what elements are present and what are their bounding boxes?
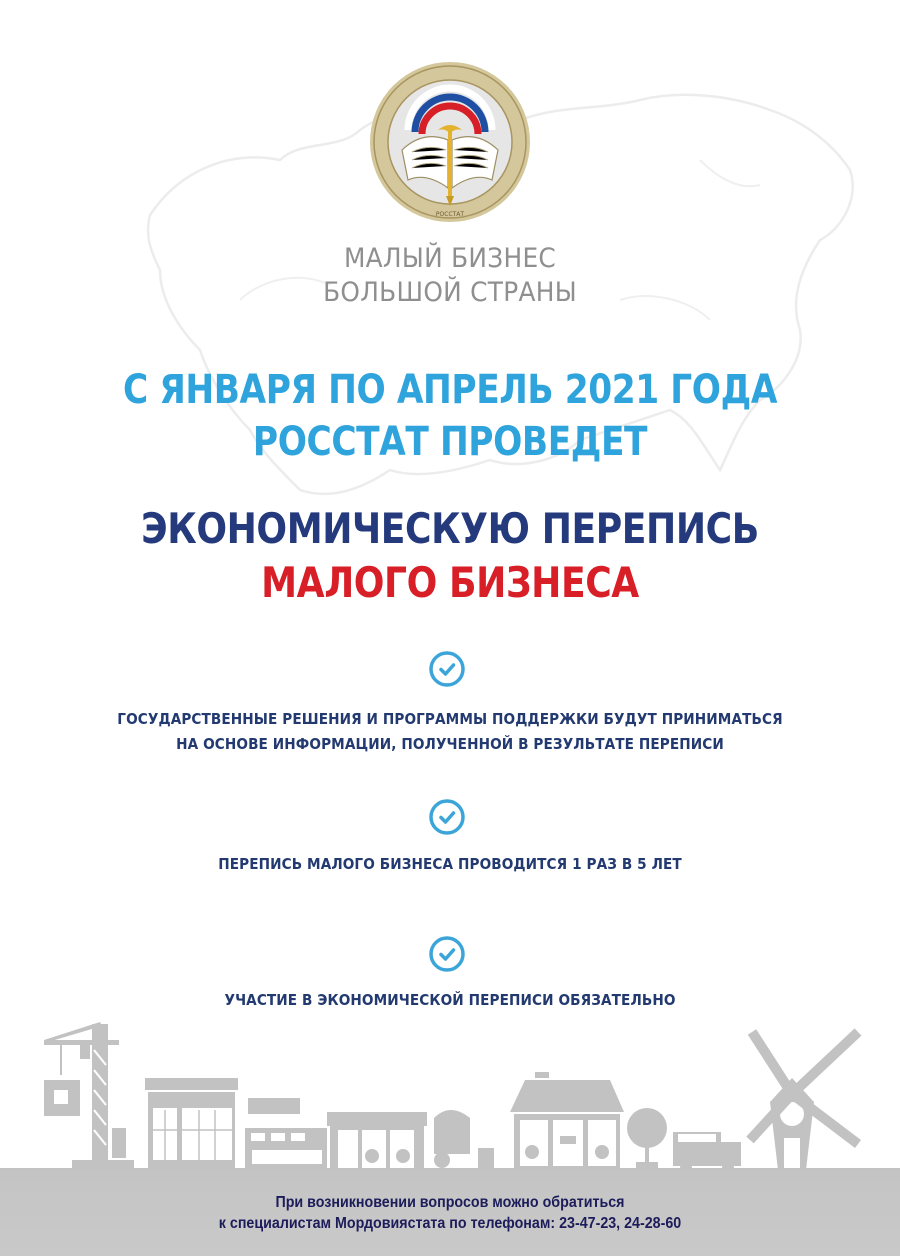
slogan-line-2: БОЛЬШОЙ СТРАНЫ (323, 277, 577, 308)
headline-line-3: ЭКОНОМИЧЕСКУЮ ПЕРЕПИСЬ (141, 504, 759, 553)
slogan-line-1: МАЛЫЙ БИЗНЕС (343, 243, 557, 274)
check-circle-icon (428, 650, 466, 688)
tree-icon (627, 1108, 667, 1170)
street-cart-icon (434, 1110, 494, 1168)
check-circle-icon (428, 935, 466, 973)
headline-line-1: С ЯНВАРЯ ПО АПРЕЛЬ 2021 ГОДА (122, 367, 778, 413)
headline-census (63, 502, 837, 610)
headline-dates (63, 364, 837, 468)
info-point-3-line-1: УЧАСТИЕ В ЭКОНОМИЧЕСКОЙ ПЕРЕПИСИ ОБЯЗАТЕЛЬНО (224, 991, 676, 1009)
delivery-truck-icon (673, 1132, 741, 1174)
shop-building-icon (145, 1078, 238, 1170)
headline-line-4: МАЛОГО БИЗНЕСА (261, 558, 639, 607)
check-circle-icon (428, 798, 466, 836)
contact-line-2: к специалистам Мордовиястата по телефонам: 23-47-23, 24-28-60 (218, 1215, 682, 1232)
svg-text:РОССТАТ: РОССТАТ (435, 211, 465, 218)
contact-info (36, 1192, 864, 1234)
info-point-2 (54, 852, 846, 877)
info-point-2-line-1: ПЕРЕПИСЬ МАЛОГО БИЗНЕСА ПРОВОДИТСЯ 1 РАЗ В 5 ЛЕТ (218, 855, 682, 873)
info-point-1-line-2: НА ОСНОВЕ ИНФОРМАЦИИ, ПОЛУЧЕННОЙ В РЕЗУЛЬТАТЕ ПЕРЕПИСИ (176, 735, 724, 753)
cafe-building-icon (327, 1112, 427, 1170)
city-skyline-illustration (0, 1010, 900, 1180)
info-point-1-line-1: ГОСУДАРСТВЕННЫЕ РЕШЕНИЯ И ПРОГРАММЫ ПОДДЕРЖКИ БУДУТ ПРИНИМАТЬСЯ (117, 710, 783, 728)
house-icon (510, 1072, 624, 1170)
store-building-icon (245, 1098, 327, 1170)
info-point-1 (54, 707, 846, 757)
crane-icon (44, 1022, 134, 1168)
headline-line-2: РОССТАТ ПРОВЕДЕТ (252, 419, 648, 465)
rosstat-emblem-logo (368, 60, 532, 224)
windmill-icon (750, 1032, 858, 1170)
contact-line-1: При возникновении вопросов можно обратиться (275, 1194, 625, 1211)
slogan (36, 242, 864, 310)
